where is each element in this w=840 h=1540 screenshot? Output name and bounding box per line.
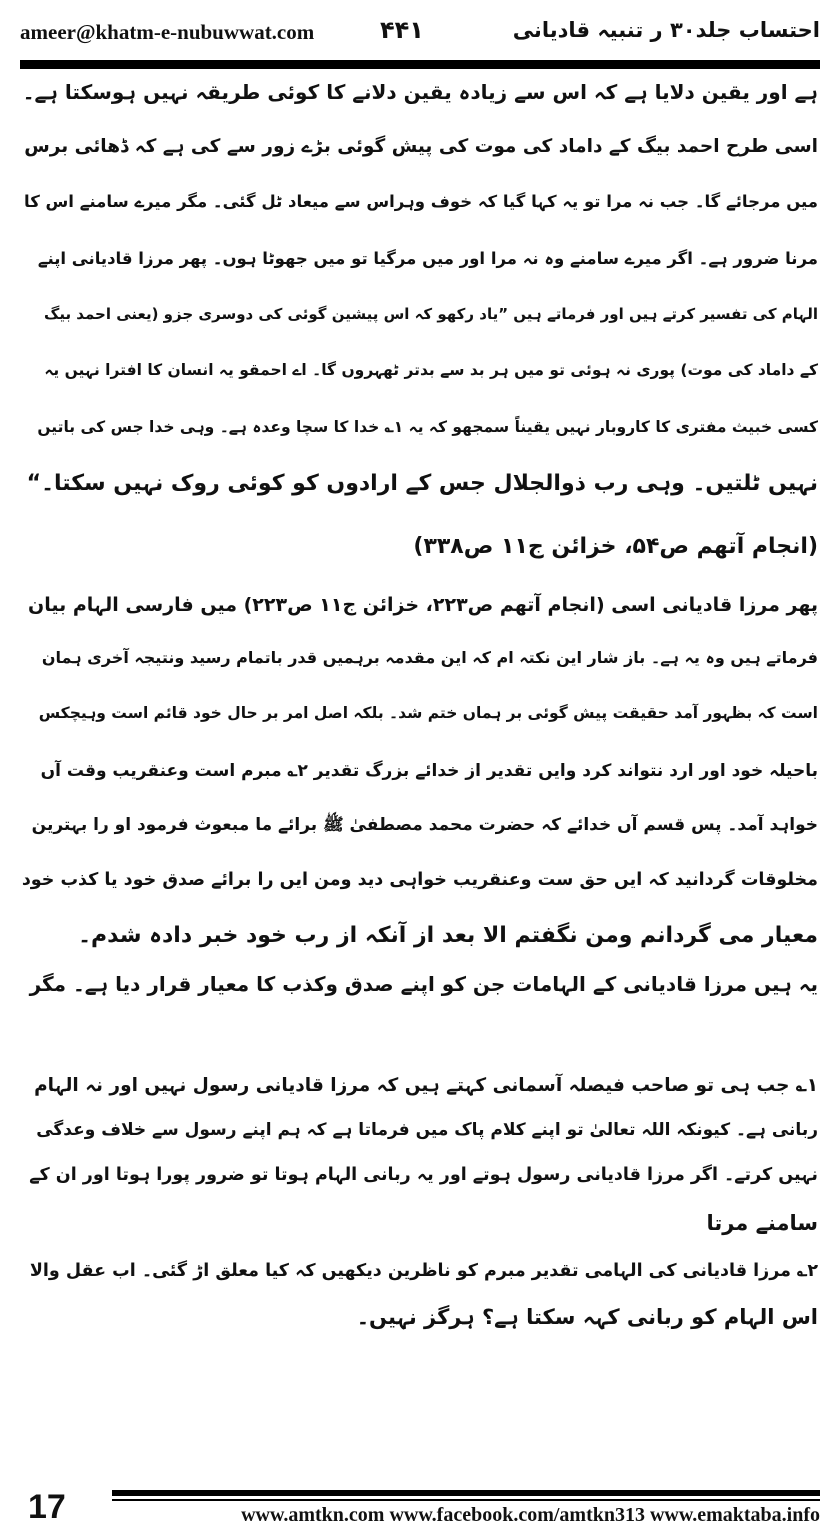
footnote-line: سامنے مرتا — [706, 1211, 818, 1235]
body-line: مخلوقات گردانید کہ ایں حق ست وعنقریب خواہی دید ومن ایں را برائے صدق خود یا کذب خود — [21, 870, 818, 890]
citation: (انجام آتھم ص۵۴، خزائن ج۱۱ ص۳۳۸) — [413, 534, 818, 559]
body-line: میں مرجائے گا۔ جب نہ مرا تو یہ کہا گیا کہ خوف وہراس سے میعاد ٹل گئی۔ مگر میرے سامنے اس کا — [24, 192, 818, 211]
footnote-line: ۲؎ مرزا قادیانی کی الہامی تقدیر مبرم کو ناظرین دیکھیں کہ کیا معلق اڑ گئی۔ اب عقل والا — [29, 1261, 818, 1281]
page-header — [20, 14, 820, 54]
footnote-line: ۱؎ جب ہی تو صاحب فیصلہ آسمانی کہتے ہیں کہ مرزا قادیانی رسول نہیں اور نہ الہام — [34, 1075, 818, 1096]
body-line: اسی طرح احمد بیگ کے داماد کی موت کی پیش گوئی بڑے زور سے کی ہے کہ ڈھائی برس — [24, 136, 818, 157]
footnote-line: اس الہام کو ربانی کہہ سکتا ہے؟ ہرگز نہیں۔ — [356, 1305, 818, 1329]
body-line: معیار می گردانم ومن نگفتم الا بعد از آنکہ از رب خود خبر دادہ شدم۔ — [78, 923, 818, 948]
footer-urls: www.amtkn.com www.facebook.com/amtkn313 www.emaktaba.info — [241, 1504, 820, 1526]
body-line: فرماتے ہیں وہ یہ ہے۔ باز شار این نکتہ ام کہ این مقدمہ برہمیں قدر باتمام رسید ونتیجہ آخری ہمان — [41, 648, 818, 667]
body-line: الہام کی تفسیر کرتے ہیں اور فرماتے ہیں ”یاد رکھو کہ اس پیشین گوئی کی دوسری جزو (یعنی احمد بیگ — [43, 305, 818, 323]
body-line: نہیں ٹلتیں۔ وہی رب ذوالجلال جس کے ارادوں کو کوئی روک نہیں سکتا۔“ — [26, 471, 818, 496]
header-rule — [20, 60, 820, 69]
body-line: است کہ بظہور آمد حقیقت پیش گوئی بر ہماں ختم شد۔ بلکہ اصل امر بر حال خود قائم است وہیچکس — [38, 704, 818, 722]
body-line: یہ ہیں مرزا قادیانی کے الہامات جن کو اپنے صدق وکذب کا معیار قرار دیا ہے۔ مگر — [29, 972, 818, 996]
footer-rule-thick — [112, 1490, 820, 1496]
footnote-line: ربانی ہے۔ کیونکہ اللہ تعالیٰ تو اپنے کلام پاک میں فرماتا ہے کہ ہم اپنے رسول سے خلاف وعدگی — [36, 1120, 818, 1140]
header-book-title: احتساب جلد۳۰ ر تنبیہ قادیانی — [512, 18, 820, 42]
footnote-line: نہیں کرتے۔ اگر مرزا قادیانی رسول ہوتے اور یہ ربانی الہام ہوتا تو ضرور پورا ہوتا اور ان کے — [29, 1165, 818, 1185]
body-line: خواہد آمد۔ پس قسم آں خدائے کہ حضرت محمد مصطفیٰ ﷺ برائے ما مبعوث فرمود او را بہترین — [31, 815, 818, 835]
body-line: مرنا ضرور ہے۔ اگر میرے سامنے وہ نہ مرا اور میں مرگیا تو میں جھوٹا ہوں۔ پھر مرزا قادیانی اپنے — [37, 249, 818, 268]
body-line: کے داماد کی موت) پوری نہ ہوئی تو میں ہر بد سے بدتر ٹھہروں گا۔ اے احمقو یہ انسان کا افترا نہیں یہ — [44, 361, 818, 379]
body-line: ہے اور یقین دلایا ہے کہ اس سے زیادہ یقین دلانے کا کوئی طریقہ نہیں ہوسکتا ہے۔ — [22, 80, 818, 104]
body-line: کسی خبیث مفتری کا کاروبار نہیں یقیناً سمجھو کہ یہ ۱؎ خدا کا سچا وعدہ ہے۔ وہی خدا جس کی باتیں — [37, 418, 818, 436]
body-line: باحیلہ خود اور ارد نتواند کرد وایں تقدیر از خدائے بزرگ تقدیر ۲؎ مبرم است وعنقریب وقت آں — [40, 761, 818, 781]
header-email: ameer@khatm-e-nubuwwat.com — [20, 20, 315, 44]
footer-page-number: 17 — [28, 1488, 66, 1526]
body-line: پھر مرزا قادیانی اسی (انجام آتھم ص۲۲۳، خزائن ج۱۱ ص۲۲۳) میں فارسی الہام بیان — [28, 594, 818, 616]
page-footer — [20, 1488, 820, 1533]
footer-rule-thin — [112, 1499, 820, 1501]
header-page-number: ۴۴۱ — [380, 16, 424, 44]
